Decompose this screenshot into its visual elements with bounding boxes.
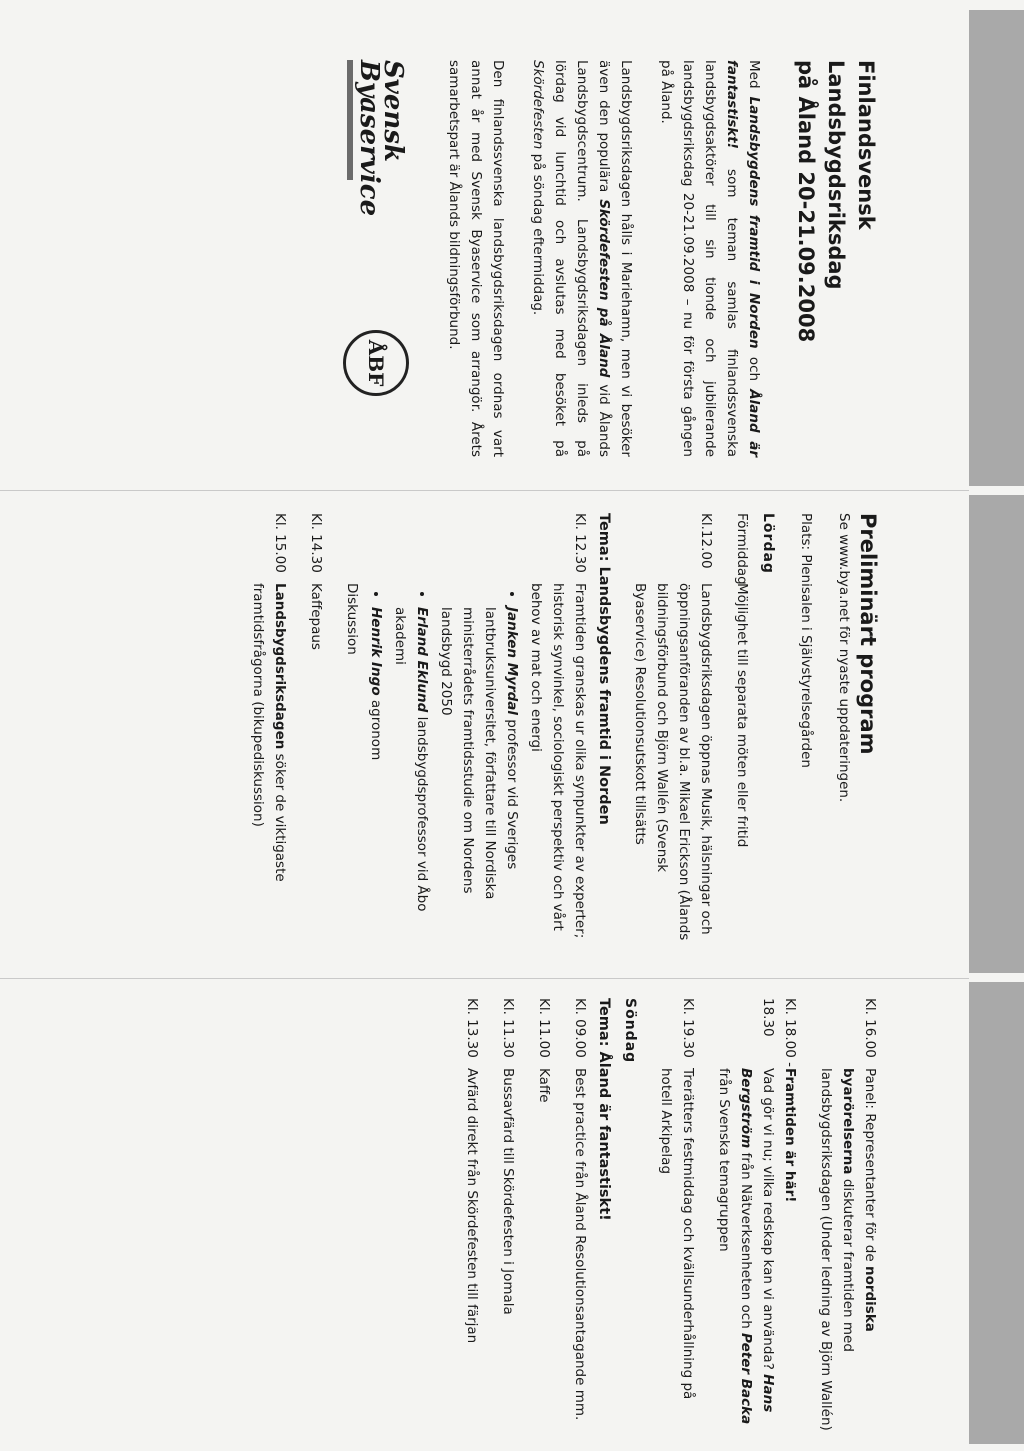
schedule-row: Kl. 11.00 Kaffe <box>536 998 552 1103</box>
program-place: Plats: Plenisalen i Självstyrelsegården <box>798 513 814 768</box>
gray-band-bottom <box>969 982 1024 1444</box>
svensk-byaservice-logo: Svensk Byaservice <box>347 60 405 240</box>
schedule-row: Kl. 19.30 Trerätters festmiddag och kvällsunderhållning på hotell Arkipelag <box>658 998 696 1400</box>
intro-paragraph-1: Med Landsbygdens framtid i Norden och Åland är fantastiskt! som teman samlas finlandssvenska landsbygdsaktörer till sin tionde och jubilerande landsbygdsriksdag 20-21.09.2008 – nu för första gången på Åland. <box>658 60 762 457</box>
day-saturday: Lördag <box>760 513 776 574</box>
theme-saturday: Tema: Landsbygdens framtid i Norden <box>596 513 612 825</box>
panel-program <box>0 487 969 974</box>
intro-paragraph-3: Den finlandssvenska landsbygdsriksdagen ordnas vart annat år med Svensk Byaservice som arrangör. Årets samarbetspart är Ålands bildningsförbund. <box>446 60 506 457</box>
schedule-row: Kl. 18.00 - 18.30 Framtiden är här! Vad gör vi nu; vilka redskap kan vi använda? Hans Bergström från Nätverksenheten och Peter Backa från Svenska temagruppen <box>716 998 798 1425</box>
schedule-row: Kl. 13.30 Avfärd direkt från Skördefesten till färjan <box>464 998 480 1344</box>
day-sunday: Söndag <box>622 998 638 1064</box>
schedule-row: Kl. 16.00 Panel: Representanter för de nordiska byarörelserna diskuterar framtiden med landsbygdsriksdagen (Under ledning av Björn Wallén) <box>818 998 878 1431</box>
theme-sunday: Tema: Åland är fantastiskt! <box>596 998 612 1221</box>
program-title: Preliminärt program <box>856 513 880 755</box>
gray-band-top <box>969 10 1024 486</box>
logos <box>343 60 409 457</box>
gray-band-middle <box>969 495 1024 973</box>
panel-program-continued <box>0 974 969 1451</box>
abf-logo: ÅBF <box>343 330 409 396</box>
schedule-row: Kl.12.00 Landsbygdsriksdagen öppnas Musik, hälsningar och öppningsanföranden av bl.a. Mikael Erickson (Ålands bildningsförbund och Björn Wallén (Svensk Byaservice) Resolutionsutskott tillsätts <box>632 513 714 941</box>
schedule-row: Kl. 12.30 Framtiden granskas ur olika synpunkter av experter; historisk synvinkel, sociologiskt perspektiv och vårt behov av mat och energi • Janken Myrdal professor vid Sveriges lantbruksuniversitet, författare till Nordiska ministerrådets framtidsstudie om Nordens landsbygd 2050 • Erland Eklund landsbygdsprofessor vid Åbo akademi • Henrik Ingo agronom Diskussion <box>341 513 591 954</box>
schedule-row: Kl. 14.30 Kaffepaus <box>308 513 324 650</box>
schedule-row: Kl. 09.00 Best practice från Åland Resolutionsantagande mm. <box>572 998 588 1421</box>
schedule-row: Kl. 15.00 Landsbygdsriksdagen söker de viktigaste framtidsfrågorna (bikupediskussion) <box>250 513 288 882</box>
intro-title: Finlandsvensk Landsbygdsriksdag på Åland 20-21.09.2008 <box>794 60 878 343</box>
speaker-list: • Janken Myrdal professor vid Sveriges lantbruksuniversitet, författare till Nordiska ministerrådets framtidsstudie om Nordens landsbygd 2050 • Erland Eklund landsbygdsprofessor vid Åbo akademi • Henrik Ingo agronom <box>365 583 523 954</box>
intro-paragraph-2: Landsbygdsriksdagen hålls i Mariehamn, men vi besöker även den populära Skördefesten på Åland vid Ålands Landsbygdscentrum. Landsbygdsriksdagen inleds på lördag vid lunchtid och avslutas med besöket på Skördefesten på söndag eftermiddag. <box>530 60 634 458</box>
schedule-row: Förmiddag Möjlighet till separata möten eller fritid <box>734 513 750 848</box>
panel-intro <box>0 0 969 487</box>
schedule-row: Kl. 11.30 Bussavfärd till Skördefesten i Jomala <box>500 998 516 1315</box>
program-subtitle: Se www.bya.net för nyaste uppdateringen. <box>836 513 852 803</box>
